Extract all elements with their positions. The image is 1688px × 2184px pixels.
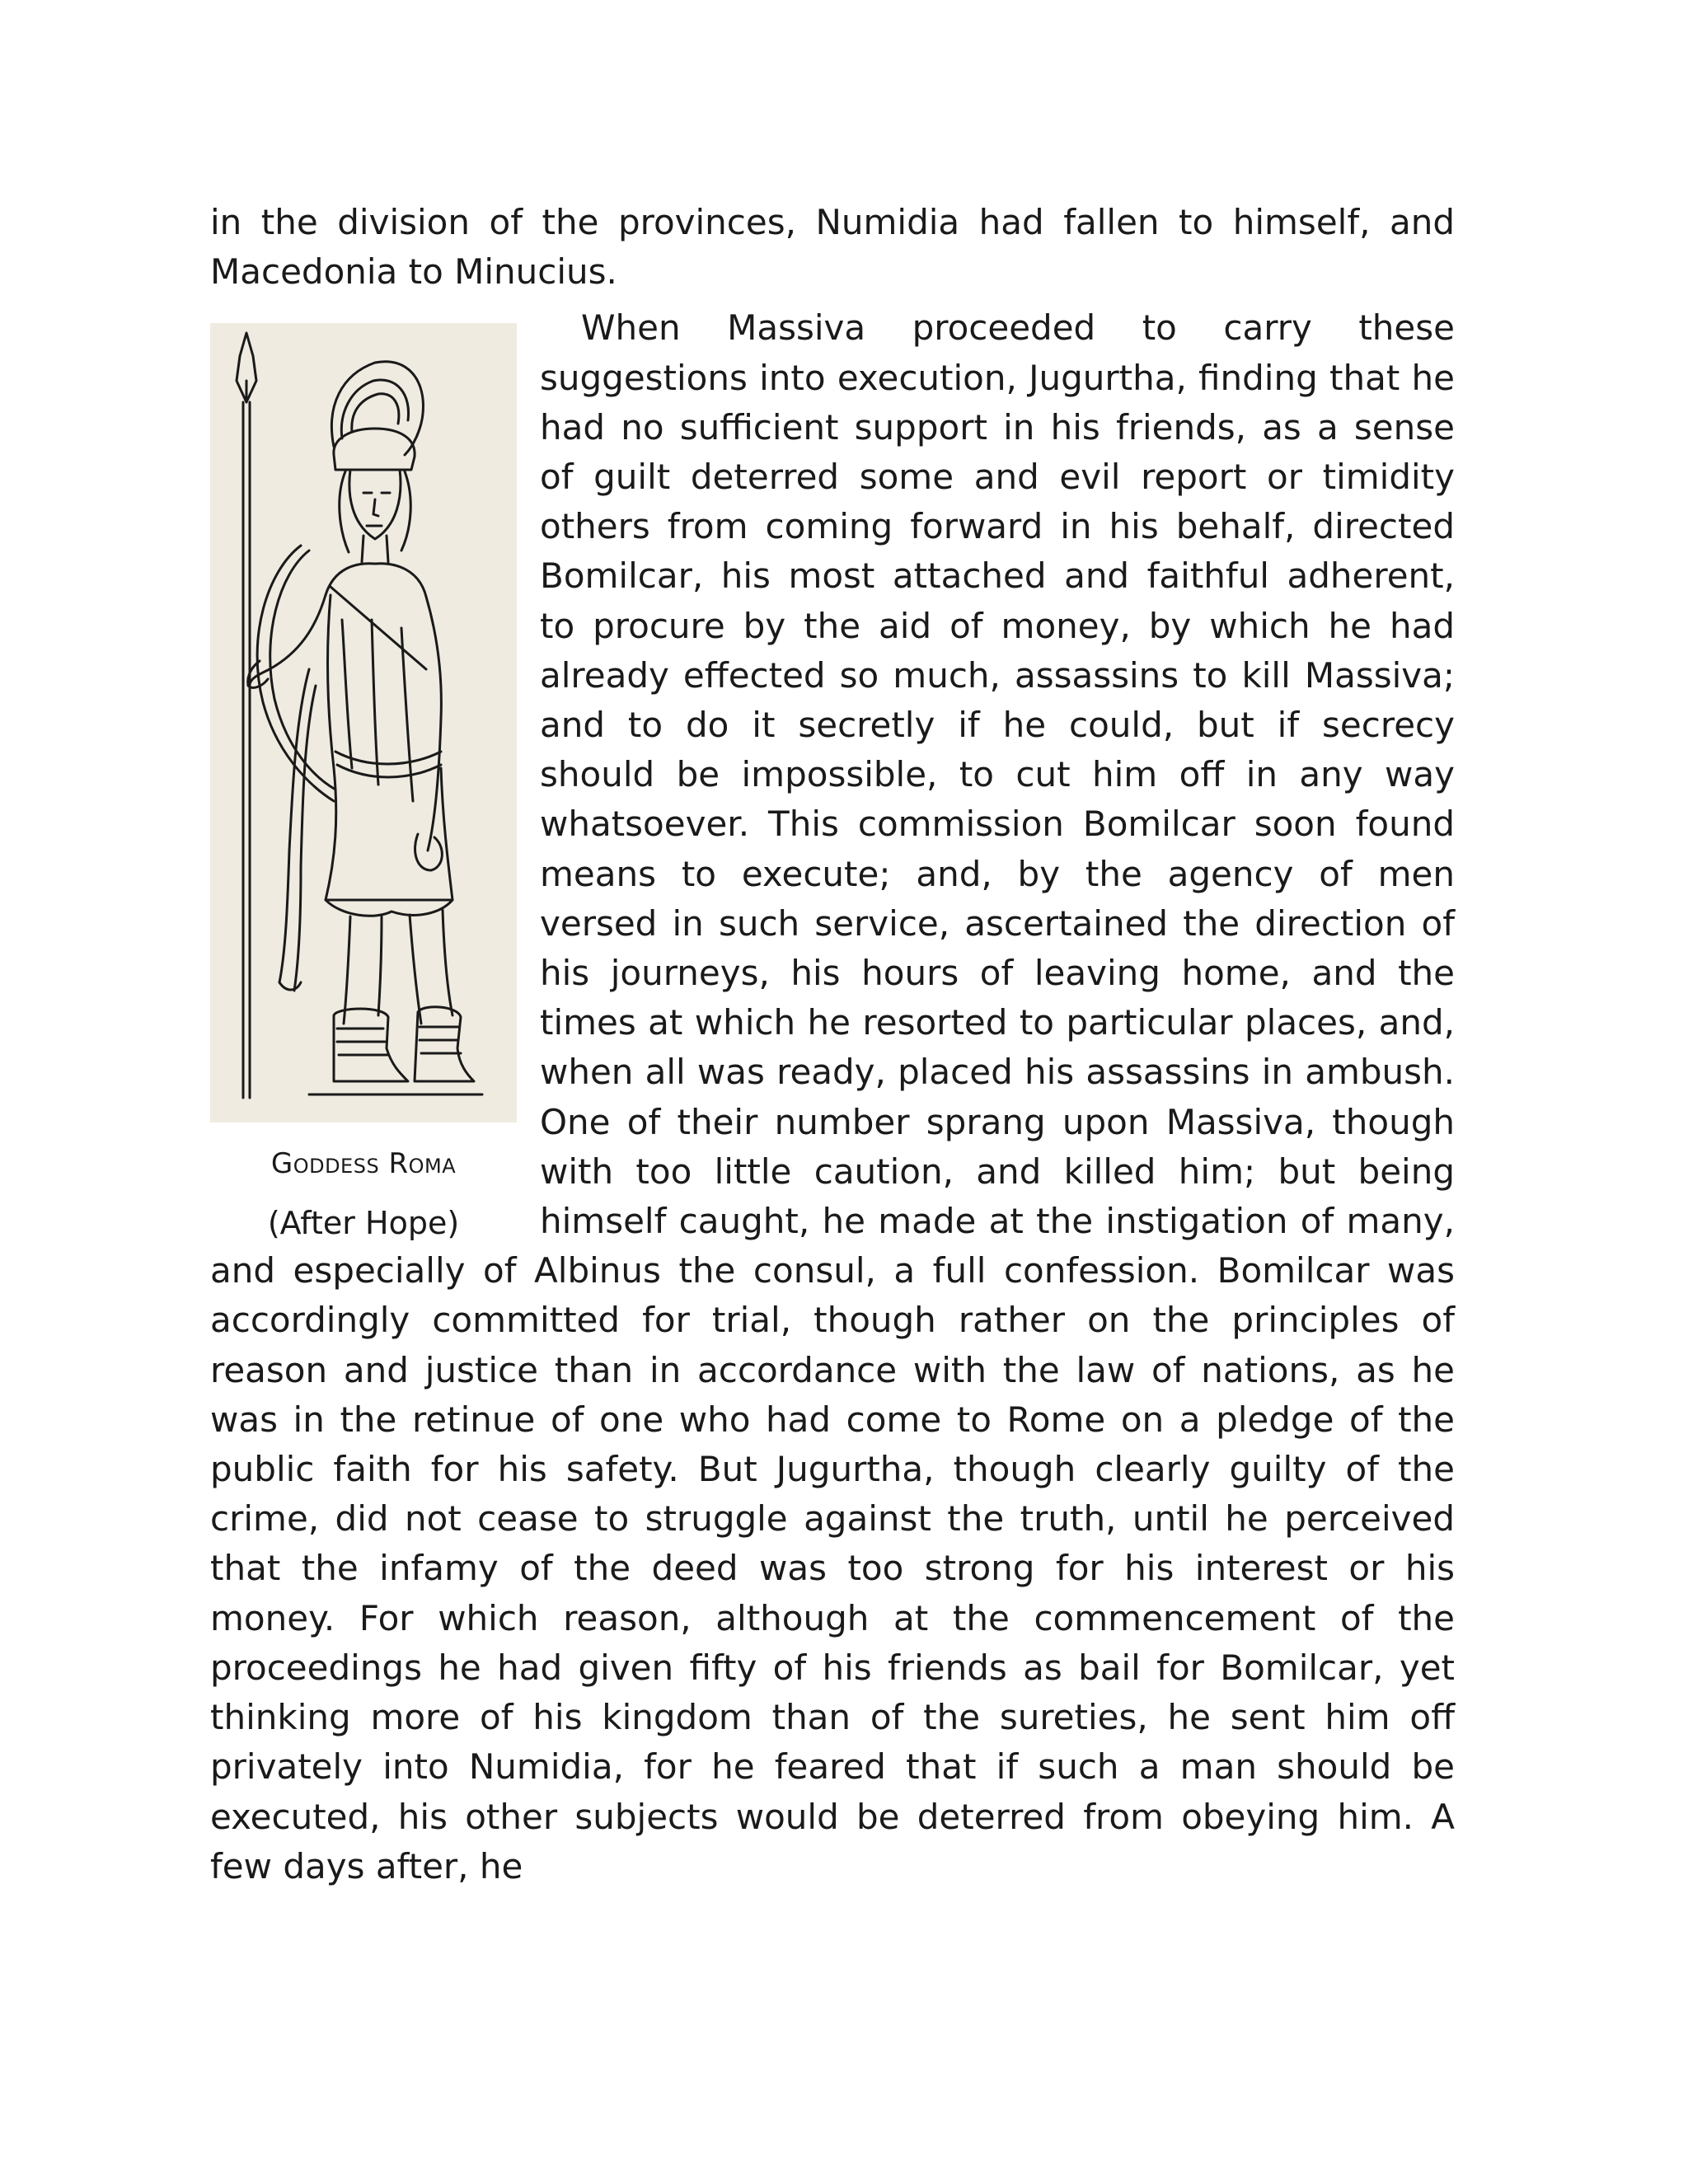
figure-caption-title: Goddess Roma [270,1147,457,1181]
document-page [210,198,1455,1891]
figure-caption-credit: (After Hope) [267,1205,460,1242]
paragraph-opening: in the division of the provinces, Numidia had fallen to himself, and Macedonia to Minucius. [210,202,1455,293]
goddess-roma-illustration [210,323,517,1122]
paragraph-massiva: When Massiva proceeded to carry these suggestions into execution, Jugurtha, finding that he had no sufficient support in his friends, as a sense of guilt deterred some and evil report or timidity others from coming forward in his behalf, directed Bomilcar, his most attached and faithful adherent, to procure by the aid of money, by which he had already effected so much, assassins to kill Massiva; and to do it secretly if he could, but if secrecy should be impossible, to cut him off in any way whatsoever. This commission Bomilcar soon found means to execute; and, by the agency of men versed in such service, ascertained the direction of his journeys, his hours of leaving home, and the times at which he resorted to particular places, and, when all was ready, placed his assassins in ambush. One of their number sprang upon Massiva, though with too little caution, and killed him; but being himself caught, he made at the instigation of many, and especially of Albinus the consul, a full confession. Bomilcar was accordingly committed for trial, though rather on the principles of reason and justice than in accordance with the law of nations, as he was in the retinue of one who had come to Rome on a pledge of the public faith for his safety. But Jugurtha, though clearly guilty of the crime, did not cease to struggle against the truth, until he perceived that the infamy of the deed was too strong for his interest or his money. For which reason, although at the commencement of the proceedings he had given fifty of his friends as bail for Bomilcar, yet thinking more of his kingdom than of the sureties, he sent him off privately into Numidia, for he feared that if such a man should be executed, his other subjects would be deterred from obeying him. A few days after, he [210,307,1455,1886]
figure-goddess-roma [210,303,540,1243]
